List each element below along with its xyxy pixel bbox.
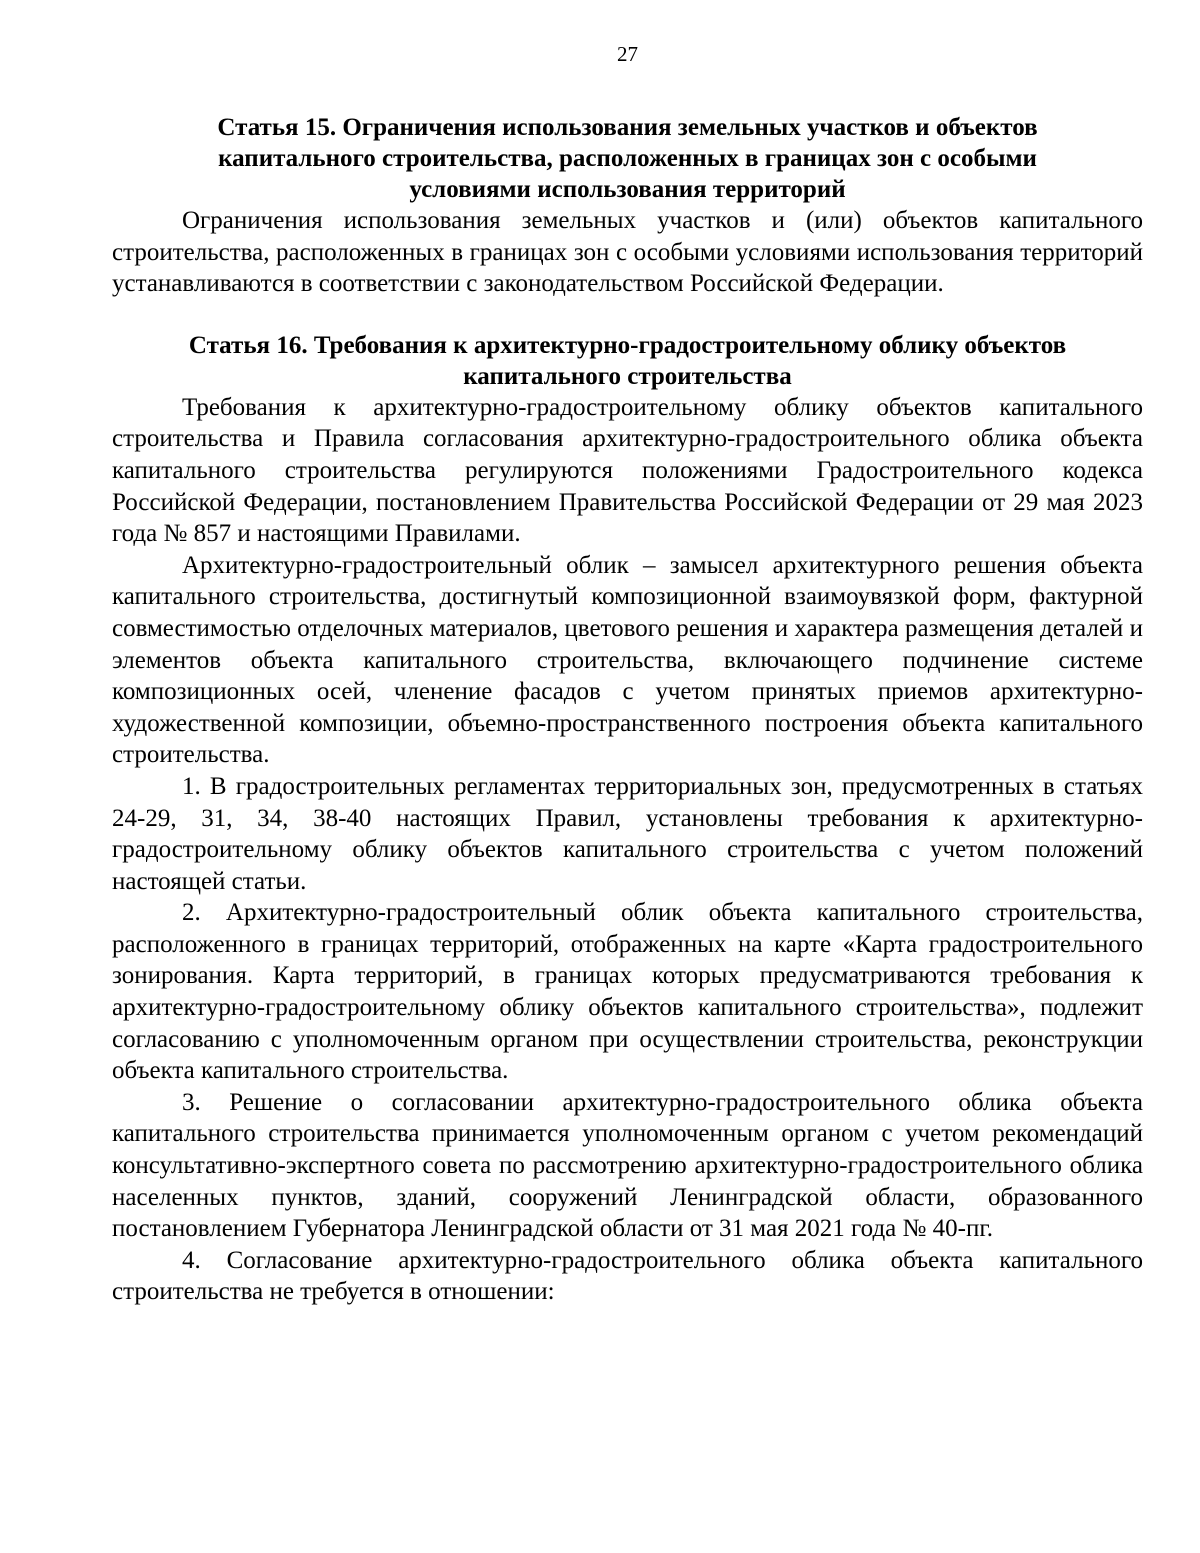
page-number: 27 bbox=[617, 42, 638, 66]
section-spacer bbox=[112, 300, 1143, 330]
article-15 bbox=[112, 112, 1143, 300]
article-16 bbox=[112, 330, 1143, 1308]
article-16-paragraph: Требования к архитектурно-градостроительному облику объектов капитального строительства и Правила согласования архитектурно-градостроительного облика объекта капитального строительства регулируются положениями Градостроительного кодекса Российской Федерации, постановлением Правительства Российской Федерации от 29 мая 2023 года № 857 и настоящими Правилами. bbox=[112, 393, 1143, 548]
article-16-item-1: 1. В градостроительных регламентах территориальных зон, предусмотренных в статьях 24-29, 31, 34, 38-40 настоящих Правил, установлены требования к архитектурно-градостроительному облику объектов капитального строительства с учетом положений настоящей статьи. bbox=[112, 772, 1143, 895]
article-16-paragraph: Архитектурно-градостроительный облик – замысел архитектурного решения объекта капитального строительства, достигнутый композиционной взаимоувязкой форм, фактурной совместимостью отделочных материалов, цветового решения и характера размещения деталей и элементов объекта капитального строительства, включающего подчинение системе композиционных осей, членение фасадов с учетом принятых приемов архитектурно-художественной композиции, объемно-пространственного построения объекта капитального строительства. bbox=[112, 551, 1143, 769]
article-16-heading: Статья 16. Требования к архитектурно-градостроительному облику объектов капитального строительства bbox=[188, 331, 1067, 390]
article-15-paragraph: Ограничения использования земельных участков и (или) объектов капитального строительства, расположенных в границах зон с особыми условиями использования территорий устанавливаются в соответствии с законодательством Российской Федерации. bbox=[112, 207, 1143, 298]
article-15-heading: Статья 15. Ограничения использования земельных участков и объектов капитального строительства, расположенных в границах зон с особыми условиями использования территорий bbox=[217, 114, 1038, 203]
article-16-item-3: 3. Решение о согласовании архитектурно-градостроительного облика объекта капитального строительства принимается уполномоченным органом с учетом рекомендаций консультативно-экспертного совета по рассмотрению архитектурно-градостроительного облика населенных пунктов, зданий, сооружений Ленинградской области, образованного постановлением Губернатора Ленинградской области от 31 мая 2021 года № 40-пг. bbox=[112, 1088, 1143, 1243]
document-body bbox=[112, 112, 1143, 1308]
article-16-item-2: 2. Архитектурно-градостроительный облик объекта капитального строительства, расположенного в границах территорий, отображенных на карте «Карта градостроительного зонирования. Карта территорий, в границах которых предусматриваются требования к архитектурно-градостроительному облику объектов капитального строительства», подлежит согласованию с уполномоченным органом при осуществлении строительства, реконструкции объекта капитального строительства. bbox=[112, 899, 1143, 1085]
article-16-item-4: 4. Согласование архитектурно-градостроительного облика объекта капитального строительства не требуется в отношении: bbox=[112, 1246, 1143, 1306]
